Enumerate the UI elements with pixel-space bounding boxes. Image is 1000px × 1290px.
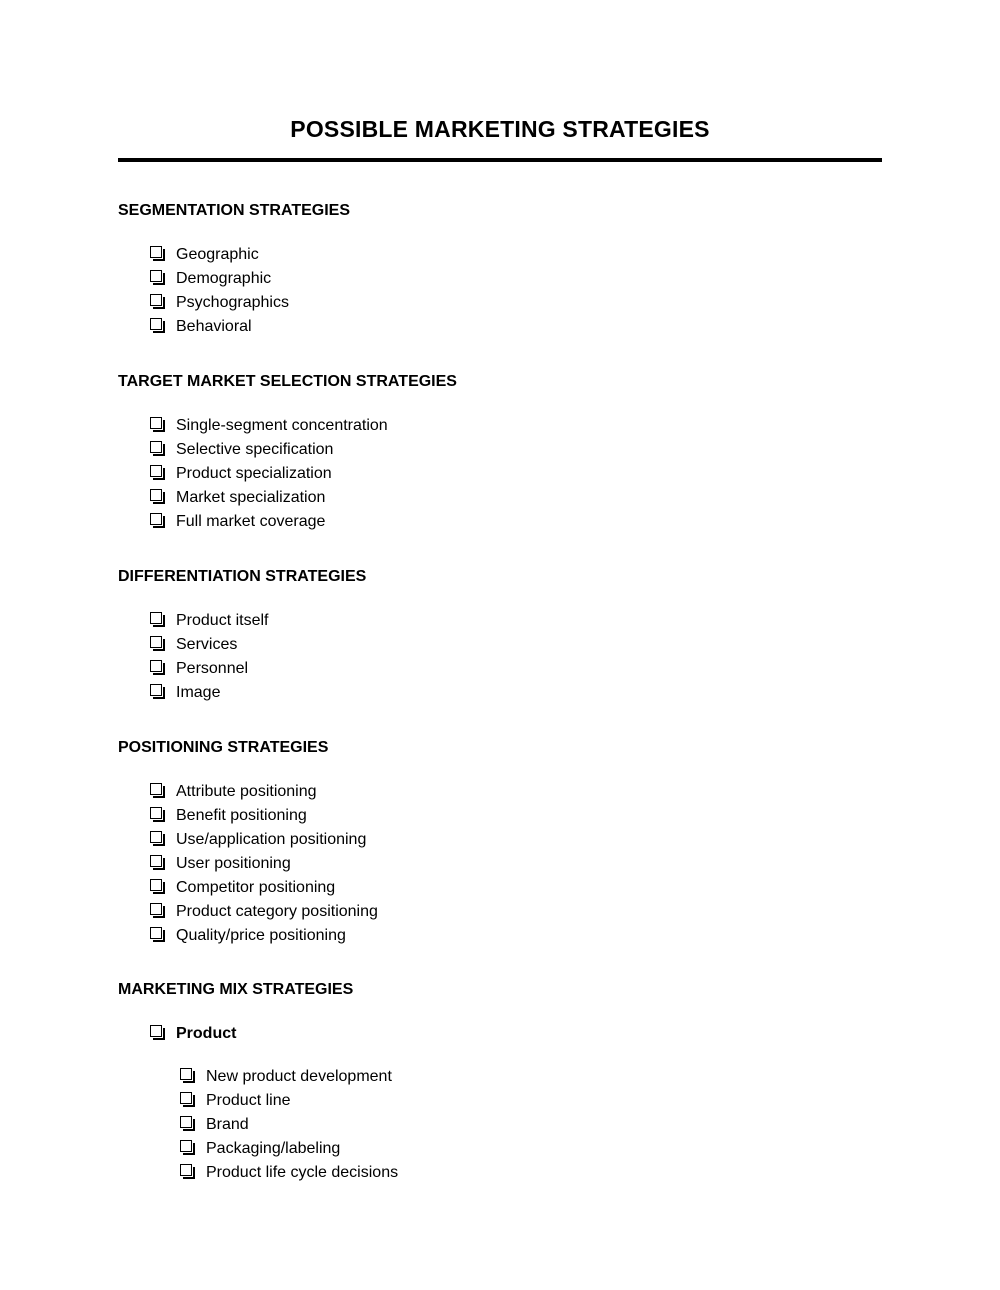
item-label: Single-segment concentration bbox=[176, 417, 388, 434]
section-differentiation bbox=[118, 567, 882, 705]
checkbox-icon[interactable] bbox=[150, 513, 165, 528]
item-label: Product line bbox=[206, 1092, 291, 1109]
checklist-sub-item[interactable] bbox=[118, 1065, 882, 1089]
item-label: Use/application positioning bbox=[176, 831, 367, 848]
checklist-item[interactable] bbox=[118, 243, 882, 267]
checklist-item[interactable] bbox=[118, 876, 882, 900]
item-label: New product development bbox=[206, 1068, 392, 1085]
checklist-item[interactable] bbox=[118, 267, 882, 291]
checkbox-icon[interactable] bbox=[150, 636, 165, 651]
checkbox-icon[interactable] bbox=[180, 1092, 195, 1107]
spacer bbox=[118, 1046, 882, 1065]
checklist-item[interactable] bbox=[118, 780, 882, 804]
checkbox-icon[interactable] bbox=[150, 684, 165, 699]
checkbox-icon[interactable] bbox=[150, 1025, 165, 1040]
checklist-item[interactable] bbox=[118, 828, 882, 852]
checkbox-icon[interactable] bbox=[150, 489, 165, 504]
checkbox-icon[interactable] bbox=[150, 783, 165, 798]
checklist-item[interactable] bbox=[118, 486, 882, 510]
checklist-item[interactable] bbox=[118, 609, 882, 633]
checkbox-icon[interactable] bbox=[150, 294, 165, 309]
section-heading: MARKETING MIX STRATEGIES bbox=[118, 981, 354, 998]
checklist-item[interactable] bbox=[118, 924, 882, 948]
item-label: Selective specification bbox=[176, 441, 334, 458]
checkbox-icon[interactable] bbox=[150, 612, 165, 627]
item-label: User positioning bbox=[176, 855, 291, 872]
checkbox-icon[interactable] bbox=[150, 465, 165, 480]
item-label: Competitor positioning bbox=[176, 879, 336, 896]
checkbox-icon[interactable] bbox=[150, 807, 165, 822]
checklist-sub-item[interactable] bbox=[118, 1161, 882, 1185]
item-label: Product bbox=[176, 1025, 237, 1042]
checklist-item[interactable] bbox=[118, 681, 882, 705]
item-label: Brand bbox=[206, 1116, 249, 1133]
checkbox-icon[interactable] bbox=[150, 270, 165, 285]
checklist-item[interactable] bbox=[118, 657, 882, 681]
section-marketing-mix bbox=[118, 980, 882, 1185]
item-label: Product life cycle decisions bbox=[206, 1164, 399, 1181]
section-positioning bbox=[118, 738, 882, 948]
checklist-item[interactable] bbox=[118, 291, 882, 315]
item-label: Personnel bbox=[176, 660, 249, 677]
title-divider bbox=[118, 158, 882, 162]
item-label: Behavioral bbox=[176, 318, 252, 335]
checkbox-icon[interactable] bbox=[150, 903, 165, 918]
checklist-item[interactable] bbox=[118, 438, 882, 462]
checkbox-icon[interactable] bbox=[150, 660, 165, 675]
checkbox-icon[interactable] bbox=[180, 1068, 195, 1083]
item-label: Image bbox=[176, 684, 221, 701]
checklist-item[interactable] bbox=[118, 510, 882, 534]
section-heading: POSITIONING STRATEGIES bbox=[118, 739, 329, 756]
item-label: Benefit positioning bbox=[176, 807, 307, 824]
checklist-item[interactable] bbox=[118, 633, 882, 657]
checkbox-icon[interactable] bbox=[150, 318, 165, 333]
page-title: POSSIBLE MARKETING STRATEGIES bbox=[290, 116, 710, 142]
checkbox-icon[interactable] bbox=[150, 879, 165, 894]
item-label: Packaging/labeling bbox=[206, 1140, 341, 1157]
checklist-sub-item[interactable] bbox=[118, 1137, 882, 1161]
checklist-item[interactable] bbox=[118, 900, 882, 924]
item-label: Market specialization bbox=[176, 489, 326, 506]
item-label: Full market coverage bbox=[176, 513, 326, 530]
checklist-item-product[interactable] bbox=[118, 1022, 882, 1046]
checklist-sub-item[interactable] bbox=[118, 1113, 882, 1137]
checkbox-icon[interactable] bbox=[150, 246, 165, 261]
checkbox-icon[interactable] bbox=[180, 1164, 195, 1179]
item-label: Attribute positioning bbox=[176, 783, 317, 800]
item-label: Services bbox=[176, 636, 238, 653]
item-label: Demographic bbox=[176, 270, 272, 287]
item-label: Psychographics bbox=[176, 294, 289, 311]
item-label: Geographic bbox=[176, 246, 259, 263]
checkbox-icon[interactable] bbox=[180, 1140, 195, 1155]
section-target-market bbox=[118, 372, 882, 534]
item-label: Product specialization bbox=[176, 465, 332, 482]
checkbox-icon[interactable] bbox=[180, 1116, 195, 1131]
checklist-item[interactable] bbox=[118, 414, 882, 438]
checklist-item[interactable] bbox=[118, 804, 882, 828]
checklist-item[interactable] bbox=[118, 462, 882, 486]
section-heading: TARGET MARKET SELECTION STRATEGIES bbox=[118, 373, 457, 390]
section-heading: SEGMENTATION STRATEGIES bbox=[118, 202, 351, 219]
item-label: Product itself bbox=[176, 612, 269, 629]
checklist-item[interactable] bbox=[118, 315, 882, 339]
checkbox-icon[interactable] bbox=[150, 855, 165, 870]
checkbox-icon[interactable] bbox=[150, 417, 165, 432]
checkbox-icon[interactable] bbox=[150, 927, 165, 942]
checklist-item[interactable] bbox=[118, 852, 882, 876]
item-label: Quality/price positioning bbox=[176, 927, 346, 944]
section-heading: DIFFERENTIATION STRATEGIES bbox=[118, 568, 367, 585]
checklist-sub-item[interactable] bbox=[118, 1089, 882, 1113]
checkbox-icon[interactable] bbox=[150, 441, 165, 456]
checkbox-icon[interactable] bbox=[150, 831, 165, 846]
item-label: Product category positioning bbox=[176, 903, 378, 920]
section-segmentation bbox=[118, 201, 882, 339]
